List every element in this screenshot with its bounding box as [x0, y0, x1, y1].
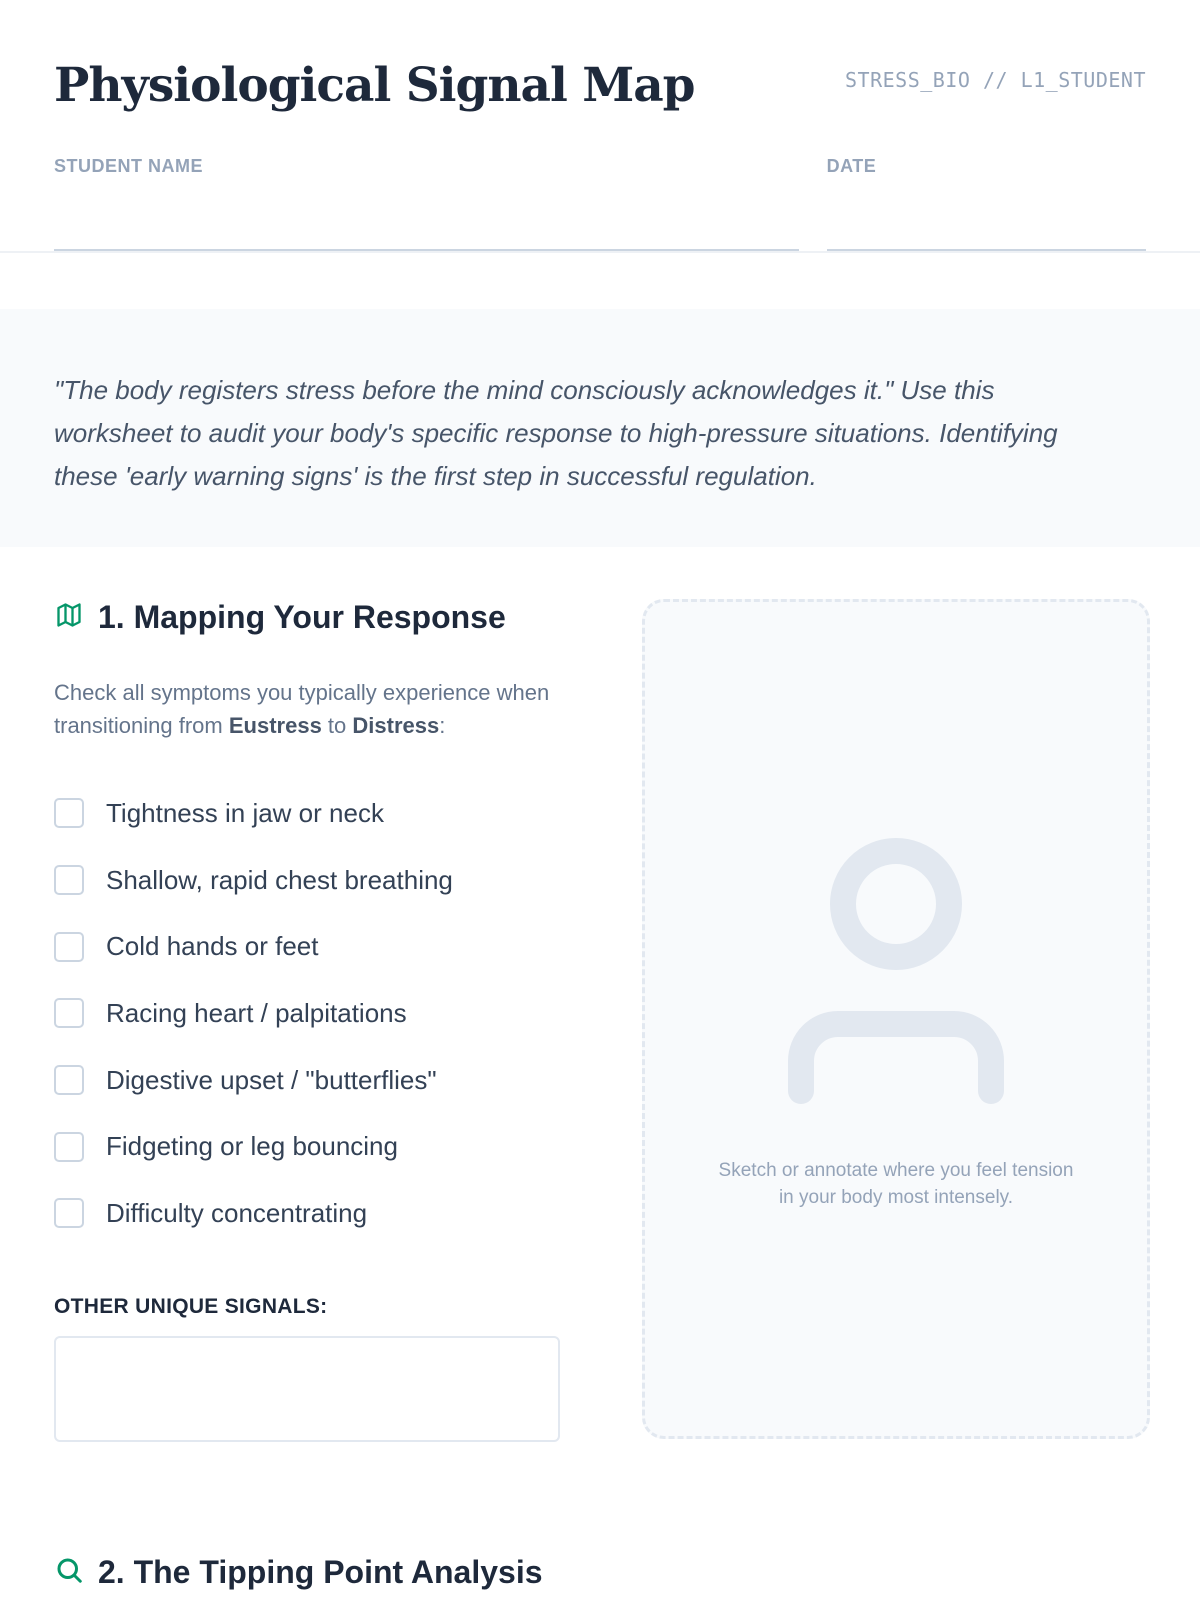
checkbox[interactable]	[54, 1198, 84, 1228]
worksheet-header	[0, 0, 1200, 253]
section-1-description: Check all symptoms you typically experience when transitioning from Eustress to Distress:	[54, 680, 550, 738]
checkbox-label: Difficulty concentrating	[106, 1197, 368, 1228]
checkbox-label: Cold hands or feet	[106, 931, 319, 962]
list-item[interactable]	[54, 1113, 560, 1180]
date-label: DATE	[826, 156, 877, 177]
intro-panel	[0, 309, 1200, 547]
checkbox-label: Tightness in jaw or neck	[106, 797, 384, 828]
checkbox-label: Fidgeting or leg bouncing	[106, 1131, 398, 1162]
mapping-section	[0, 547, 1200, 1442]
other-signals-textarea[interactable]	[54, 1336, 560, 1442]
symptom-checklist	[54, 780, 560, 1247]
tipping-point-section	[0, 1442, 1200, 1591]
other-signals-label: OTHER UNIQUE SIGNALS:	[54, 1294, 328, 1318]
section-1-title: 1. Mapping Your Response	[98, 599, 506, 635]
student-name-label: STUDENT NAME	[54, 156, 203, 177]
worksheet-code: STRESS_BIO // L1_STUDENT	[845, 68, 1146, 92]
person-icon	[788, 602, 1004, 1109]
date-input[interactable]	[827, 177, 1146, 251]
intro-text: "The body registers stress before the mind consciously acknowledges it." Use this worksheet to audit your body's specific response to high-pressure situations. Identifying these 'early warning signs' is the first step in successful regulation.	[54, 375, 1058, 491]
section-2-title: 2. The Tipping Point Analysis	[98, 1553, 543, 1590]
checkbox[interactable]	[54, 1065, 84, 1095]
list-item[interactable]	[54, 780, 560, 847]
map-icon	[54, 601, 98, 634]
checkbox[interactable]	[54, 932, 84, 962]
list-item[interactable]	[54, 913, 560, 980]
checkbox-label: Shallow, rapid chest breathing	[106, 864, 453, 895]
list-item[interactable]	[54, 980, 560, 1047]
list-item[interactable]	[54, 1047, 560, 1114]
checkbox[interactable]	[54, 865, 84, 895]
list-item[interactable]	[54, 847, 560, 914]
student-name-field	[54, 156, 799, 251]
date-field	[827, 156, 1146, 251]
page-title: Physiological Signal Map	[54, 58, 695, 113]
checkbox-label: Racing heart / palpitations	[106, 997, 407, 1028]
checkbox[interactable]	[54, 1132, 84, 1162]
body-sketch-area[interactable]	[642, 599, 1150, 1439]
checkbox[interactable]	[54, 798, 84, 828]
search-icon	[54, 1555, 98, 1590]
sketch-caption: Sketch or annotate where you feel tension in your body most intensely.	[718, 1160, 1074, 1208]
list-item[interactable]	[54, 1180, 560, 1247]
checkbox[interactable]	[54, 998, 84, 1028]
student-name-input[interactable]	[54, 177, 799, 251]
checkbox-label: Digestive upset / "butterflies"	[106, 1064, 437, 1095]
